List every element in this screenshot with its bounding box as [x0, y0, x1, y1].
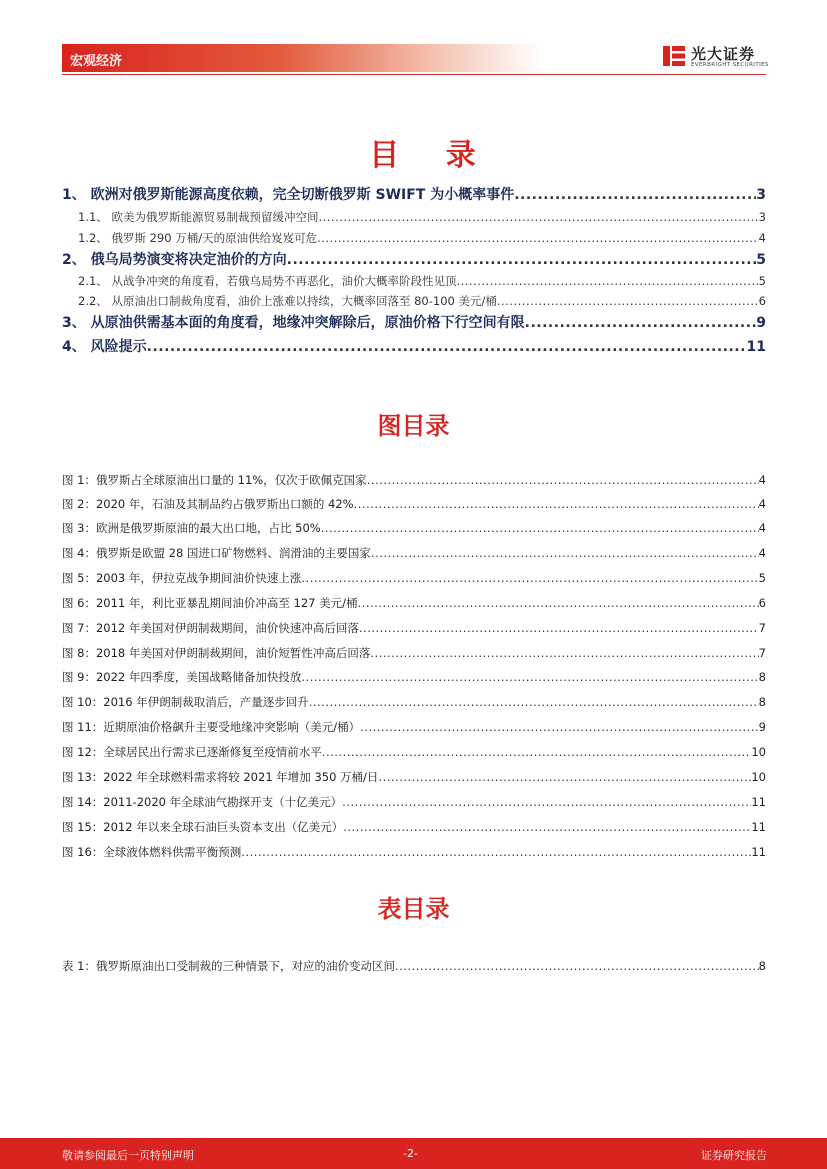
- toc-item[interactable]: [62, 336, 766, 356]
- figure-item-label: 图 12：全球居民出行需求已逐渐修复至疫情前水平: [62, 745, 322, 759]
- figure-item[interactable]: [62, 496, 766, 512]
- figure-item-label: 图 13：2022 年全球燃料需求将较 2021 年增加 350 万桶/日: [62, 770, 379, 784]
- toc-item-label: 2.1、 从战争冲突的角度看，若俄乌局势不再恶化，油价大概率阶段性见顶: [78, 274, 457, 288]
- figure-item-page: 8: [758, 695, 766, 709]
- toc-leader-dots: [514, 187, 756, 203]
- toc-leader-dots: [456, 274, 758, 288]
- toc-leader-dots: [317, 231, 759, 245]
- toc-leader-dots: [343, 820, 751, 834]
- toc-leader-dots: [395, 959, 759, 973]
- toc-item[interactable]: [78, 230, 766, 246]
- toc-item[interactable]: [62, 249, 766, 269]
- figure-item-label: 图 1：俄罗斯占全球原油出口量的 11%，仅次于欧佩克国家: [62, 473, 367, 487]
- header-divider: [62, 74, 766, 75]
- toc-item[interactable]: [78, 209, 766, 225]
- toc-item-page: 3: [756, 187, 766, 203]
- figure-item[interactable]: [62, 570, 766, 586]
- figure-item-label: 图 6：2011 年，利比亚暴乱期间油价冲高至 127 美元/桶: [62, 596, 358, 610]
- toc-leader-dots: [147, 339, 747, 355]
- figure-item-page: 7: [758, 646, 766, 660]
- figures-title: 图目录: [377, 412, 450, 440]
- figure-item-page: 4: [758, 473, 766, 487]
- toc-leader-dots: [370, 646, 758, 660]
- toc-item-page: 9: [756, 315, 766, 331]
- table-item-page: 8: [758, 959, 766, 973]
- figure-item-page: 4: [758, 497, 766, 511]
- toc-leader-dots: [497, 294, 759, 308]
- figure-item[interactable]: [62, 669, 766, 685]
- figure-item-label: 图 2：2020 年，石油及其制品约占俄罗斯出口额的 42%: [62, 497, 354, 511]
- toc-item[interactable]: [78, 293, 766, 309]
- toc-leader-dots: [301, 571, 758, 585]
- toc-item-page: 11: [746, 339, 766, 355]
- toc-leader-dots: [367, 473, 759, 487]
- logo-chinese-name: 光大证券: [691, 45, 756, 63]
- figure-item-page: 5: [758, 571, 766, 585]
- footer-report-type: 证券研究报告: [701, 1149, 767, 1162]
- figure-item-label: 图 8：2018 年美国对伊朗制裁期间，油价短暂性冲高后回落: [62, 646, 371, 660]
- brand-logo: [661, 42, 771, 72]
- figure-item-page: 8: [758, 670, 766, 684]
- figure-item-label: 图 7：2012 年美国对伊朗制裁期间，油价快速冲高后回落: [62, 621, 359, 635]
- figure-item[interactable]: [62, 645, 766, 661]
- toc-leader-dots: [371, 546, 759, 560]
- figure-item-label: 图 11：近期原油价格飙升主要受地缘冲突影响（美元/桶）: [62, 720, 361, 734]
- toc-item-label: 2.2、 从原油出口制裁角度看，油价上涨难以持续，大概率回落至 80-100 美元/桶: [78, 294, 497, 308]
- figure-item-label: 图 4：俄罗斯是欧盟 28 国进口矿物燃料、润滑油的主要国家: [62, 546, 371, 560]
- figure-item-label: 图 14：2011-2020 年全球油气勘探开支（十亿美元）: [62, 795, 343, 809]
- figure-item[interactable]: [62, 844, 766, 860]
- toc-leader-dots: [321, 521, 759, 535]
- figure-item-page: 11: [751, 795, 766, 809]
- logo-english-name: EVERBRIGHT SECURITIES: [691, 62, 769, 68]
- figure-item-page: 4: [758, 521, 766, 535]
- section-tag: [62, 44, 542, 72]
- figure-item-page: 7: [758, 621, 766, 635]
- toc-leader-dots: [359, 621, 759, 635]
- figure-item[interactable]: [62, 769, 766, 785]
- figure-item[interactable]: [62, 819, 766, 835]
- toc-item-label: 4、 风险提示: [62, 339, 147, 355]
- figure-item-page: 4: [758, 546, 766, 560]
- figure-item-label: 图 10：2016 年伊朗制裁取消后，产量逐步回升: [62, 695, 309, 709]
- table-item[interactable]: [62, 958, 766, 974]
- figure-item[interactable]: [62, 694, 766, 710]
- toc-leader-dots: [358, 596, 759, 610]
- figure-item[interactable]: [62, 719, 766, 735]
- toc-item-label: 3、 从原油供需基本面的角度看，地缘冲突解除后，原油价格下行空间有限: [62, 315, 525, 331]
- toc-leader-dots: [322, 745, 752, 759]
- toc-leader-dots: [309, 695, 759, 709]
- section-tag-label: 宏观经济: [70, 54, 123, 69]
- toc-leader-dots: [318, 210, 758, 224]
- figure-item-label: 图 9：2022 年四季度，美国战略储备加快投放: [62, 670, 302, 684]
- toc-item-page: 5: [756, 252, 766, 268]
- page-number: -2-: [403, 1147, 418, 1160]
- figure-item[interactable]: [62, 595, 766, 611]
- toc-item-page: 5: [758, 274, 766, 288]
- toc-item[interactable]: [62, 312, 766, 332]
- toc-leader-dots: [287, 252, 757, 268]
- toc-item-label: 2、 俄乌局势演变将决定油价的方向: [62, 252, 287, 268]
- figure-item-page: 10: [751, 745, 766, 759]
- figure-item-label: 图 3：欧洲是俄罗斯原油的最大出口地，占比 50%: [62, 521, 321, 535]
- toc-leader-dots: [378, 770, 751, 784]
- toc-item-label: 1.1、 欧美为俄罗斯能源贸易制裁预留缓冲空间: [78, 210, 319, 224]
- figure-item-page: 6: [758, 596, 766, 610]
- toc-leader-dots: [360, 720, 759, 734]
- figure-item-page: 11: [751, 845, 766, 859]
- figure-item-label: 图 15：2012 年以来全球石油巨头资本支出（亿美元）: [62, 820, 344, 834]
- toc-item-label: 1、 欧洲对俄罗斯能源高度依赖，完全切断俄罗斯 SWIFT 为小概率事件: [62, 187, 515, 203]
- figure-item[interactable]: [62, 472, 766, 488]
- toc-leader-dots: [241, 845, 751, 859]
- toc-item[interactable]: [62, 184, 766, 204]
- toc-leader-dots: [342, 795, 751, 809]
- toc-item-page: 6: [758, 294, 766, 308]
- figure-item[interactable]: [62, 545, 766, 561]
- figure-item[interactable]: [62, 520, 766, 536]
- toc-leader-dots: [525, 315, 757, 331]
- toc-leader-dots: [301, 670, 758, 684]
- toc-title: 目 录: [369, 138, 494, 173]
- figure-item-page: 11: [751, 820, 766, 834]
- figure-item[interactable]: [62, 620, 766, 636]
- everbright-logo-icon: [661, 43, 687, 69]
- figure-item[interactable]: [62, 744, 766, 760]
- table-item-label: 表 1：俄罗斯原油出口受制裁的三种情景下，对应的油价变动区间: [62, 959, 395, 973]
- figure-item-page: 10: [751, 770, 766, 784]
- toc-leader-dots: [354, 497, 759, 511]
- toc-item-page: 4: [758, 231, 766, 245]
- footer-disclaimer: 敬请参阅最后一页特别声明: [62, 1149, 194, 1162]
- toc-item[interactable]: [78, 273, 766, 289]
- toc-item-label: 1.2、 俄罗斯 290 万桶/天的原油供给岌岌可危: [78, 231, 318, 245]
- figure-item-label: 图 5：2003 年，伊拉克战争期间油价快速上涨: [62, 571, 302, 585]
- tables-title: 表目录: [377, 895, 450, 923]
- figure-item-page: 9: [758, 720, 766, 734]
- footer-bar: [0, 1138, 827, 1169]
- figure-item-label: 图 16：全球液体燃料供需平衡预测: [62, 845, 242, 859]
- toc-item-page: 3: [758, 210, 766, 224]
- figure-item[interactable]: [62, 794, 766, 810]
